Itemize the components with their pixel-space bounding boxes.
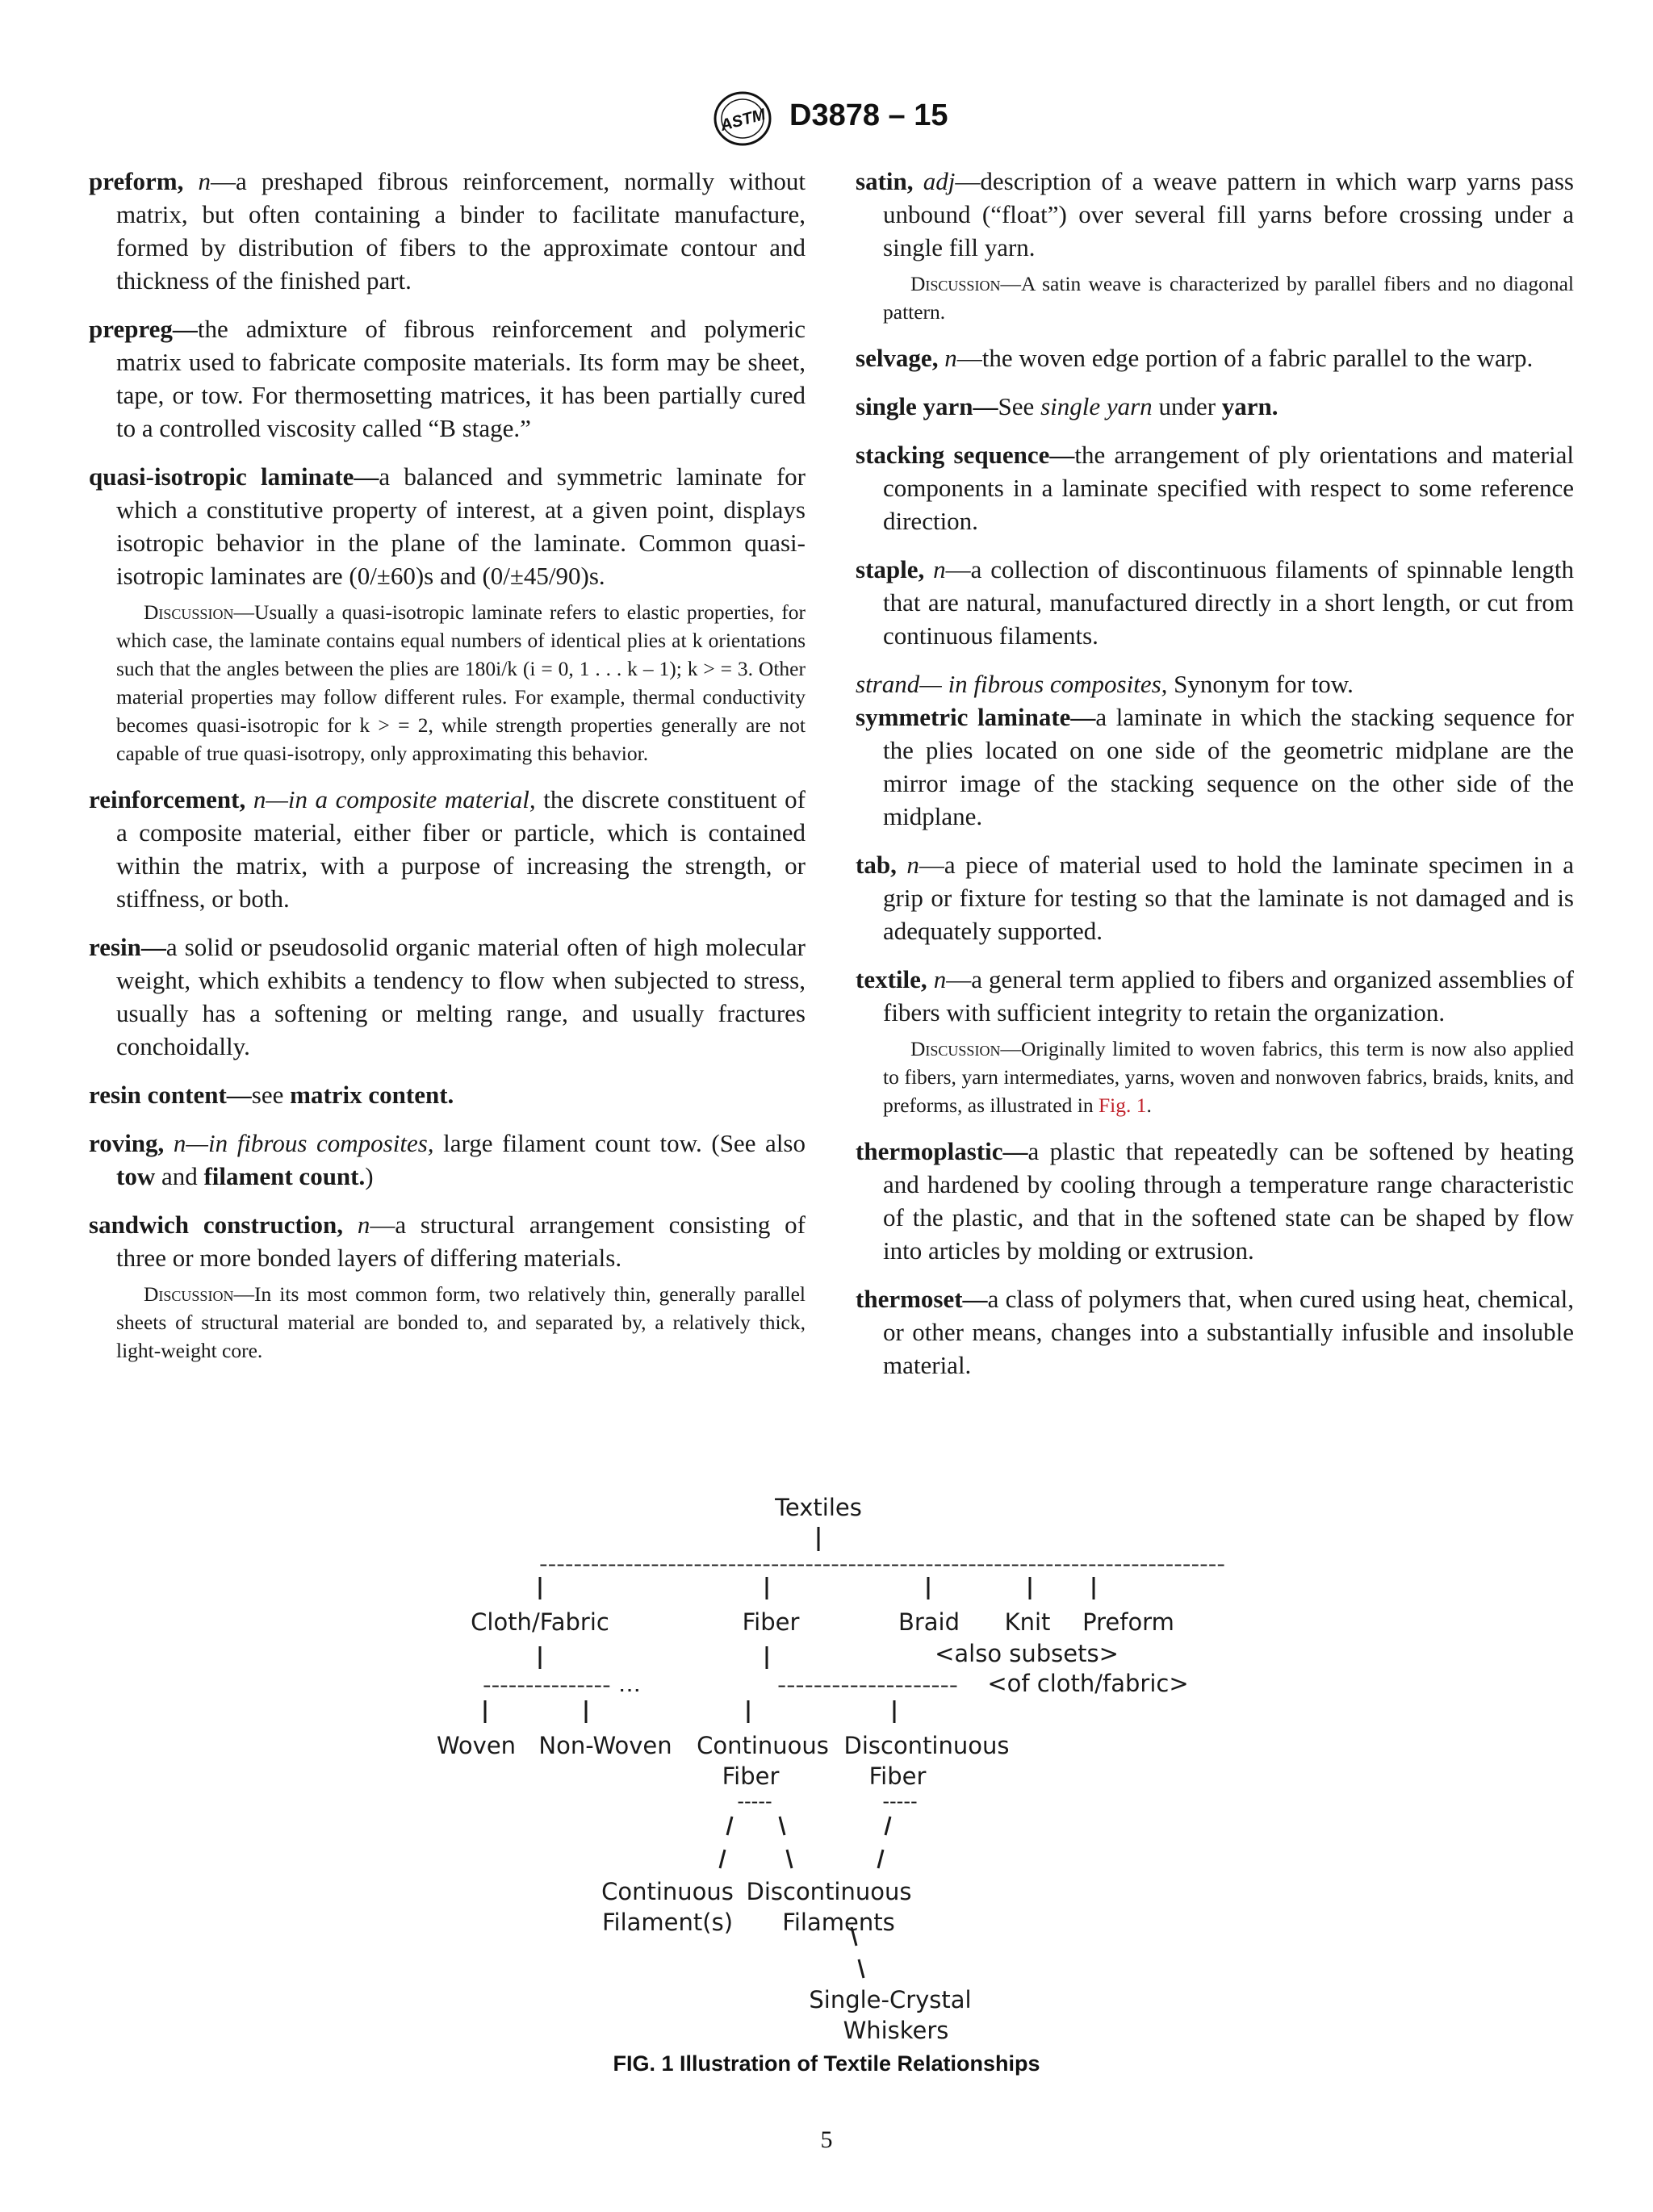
definition-prepreg: prepreg—the admixture of fibrous reinforcement and polymeric matrix used to fabricate composite materials. Its form may be sheet, tape, or tow. For thermosetting matrices, it has been partially cured to a controlled viscosity called “B stage.” [89,315,806,442]
page-header [0,90,1653,147]
discussion-quasi-isotropic: Discussion—Usually a quasi-isotropic laminate refers to elastic properties, for which case, the laminate contains equal numbers of identical plies at k orientations such that the angles between the plies are 180i/k (i = 0, 1 . . . k – 1); k > = 3. Other material properties may follow different rules. For example, thermal conductivity becomes quasi-isotropic for k > = 2, while strength properties generally are not capable of true quasi-isotropy, only approximating this behavior. [116,600,806,765]
note-also-subsets: <also subsets> [935,1640,1119,1667]
fig-1-link[interactable]: Fig. 1 [1098,1093,1147,1117]
page-number: 5 [820,2126,833,2153]
right-column [856,165,1574,1397]
definition-reinforcement: reinforcement, n—in a composite material, the discrete constituent of a composite material, either fiber or particle, which is contained within the matrix, with a purpose of increasing the strength, or stiffness, or both. [89,785,806,913]
definition-sandwich-construction: sandwich construction, n—a structural arrangement consisting of three or more bonded layers of differing materials. [89,1211,806,1272]
figure-1-textile-tree [0,1475,1653,2056]
node-discontinuous-filaments: Discontinuous Filaments [746,1878,912,1936]
cloth-dash-line: --------------- ... [483,1674,641,1696]
fiber-dash-line: -------------------- [777,1674,958,1696]
definition-resin-content: resin content—see matrix content. [89,1081,454,1109]
node-braid: Braid [898,1608,960,1636]
top-dash-line: -------------------------------------------------------------------------------- [539,1553,1225,1575]
definition-stacking-sequence: stacking sequence—the arrangement of ply orientations and material components in a laminate specified with respect to some reference direction. [856,441,1574,535]
astm-logo-icon [709,90,776,147]
definition-quasi-isotropic-laminate: quasi-isotropic laminate—a balanced and symmetric laminate for which a constitutive property of interest, at a given point, displays isotropic behavior in the plane of the laminate. Common quasi-isotropic laminates are (0/±60)s and (0/±45/90)s. [89,462,806,590]
note-of-cloth-fabric: <of cloth/fabric> [987,1670,1189,1697]
node-cloth-fabric: Cloth/Fabric [471,1608,609,1636]
definition-selvage: selvage, n—the woven edge portion of a fabric parallel to the warp. [856,344,1534,372]
node-knit: Knit [1004,1608,1051,1636]
logo-text: ASTM [718,105,768,135]
node-preform: Preform [1082,1608,1174,1636]
definition-tab: tab, n—a piece of material used to hold the laminate specimen in a grip or fixture for testing so that the laminate is not damaged and is adequately supported. [856,851,1574,945]
textile-tree-diagram [0,1475,1653,2056]
definition-satin: satin, adj—description of a weave pattern in which warp yarns pass unbound (“float”) over several fill yarns before crossing under a single fill yarn. [856,167,1575,261]
definition-staple: staple, n—a collection of discontinuous filaments of spinnable length that are natural, manufactured directly in a short length, or cut from continuous filaments. [856,555,1574,650]
definition-thermoset: thermoset—a class of polymers that, when cured using heat, chemical, or other means, changes into a substantially infusible and insoluble material. [856,1285,1574,1379]
figure-caption: FIG. 1 Illustration of Textile Relationships [613,2051,1040,2076]
node-discontinuous-fiber: Discontinuous Fiber [843,1732,1010,1790]
node-single-crystal-whiskers: Single-Crystal Whiskers [809,1986,972,2044]
definition-resin: resin—a solid or pseudosolid organic material often of high molecular weight, which exhibits a tendency to flow when subjected to stress, usually has a softening or melting range, and usually fractures conchoidally. [89,933,806,1060]
definition-preform: preform, n—a preshaped fibrous reinforcement, normally without matrix, but often containing a binder to facilitate manufacture, formed by distribution of fibers to the approximate contour and thickness of the finished part. [89,167,806,295]
discussion-sandwich-construction: Discussion—In its most common form, two relatively thin, generally parallel sheets of structural material are bonded to, and separated by, a relatively thick, light-weight core. [116,1282,806,1362]
node-continuous-fiber: Continuous Fiber [697,1732,829,1790]
discussion-textile: Discussion—Originally limited to woven fabrics, this term is now also applied to fibers, yarn intermediates, yarns, woven and nonwoven fabrics, braids, knits, and preforms, as illustrated in Fig. 1. [883,1037,1574,1117]
continuous-fiber-dashes: ----- [737,1790,772,1813]
definition-strand: strand— in fibrous composites, Synonym for tow. [856,670,1354,698]
discussion-satin: Discussion—A satin weave is characterized by parallel fibers and no diagonal pattern. [883,272,1574,324]
definition-textile: textile, n—a general term applied to fibers and organized assemblies of fibers with sufficient integrity to retain the organization. [856,965,1575,1027]
definition-symmetric-laminate: symmetric laminate—a laminate in which the stacking sequence for the plies located on one side of the geometric midplane are the mirror image of the stacking sequence on the other side of the midplane. [856,703,1575,830]
left-column [89,165,806,1380]
node-textiles: Textiles [775,1494,862,1521]
definition-thermoplastic: thermoplastic—a plastic that repeatedly can be softened by heating and hardened by cooling through a temperature range characteristic of the plastic, and that in the softened state can be shaped by flow into articles by molding or extrusion. [856,1137,1574,1265]
document-number: D3878 – 15 [789,98,948,132]
discontinuous-fiber-dashes: ----- [882,1790,918,1813]
node-woven: Woven [436,1732,517,1759]
node-fiber: Fiber [742,1608,800,1636]
definition-roving: roving, n—in fibrous composites, large filament count tow. (See also tow and filament count.) [89,1129,806,1190]
node-continuous-filaments: Continuous Filament(s) [601,1878,734,1936]
definition-single-yarn: single yarn—See single yarn under yarn. [856,392,1278,420]
node-non-woven: Non-Woven [538,1732,672,1759]
